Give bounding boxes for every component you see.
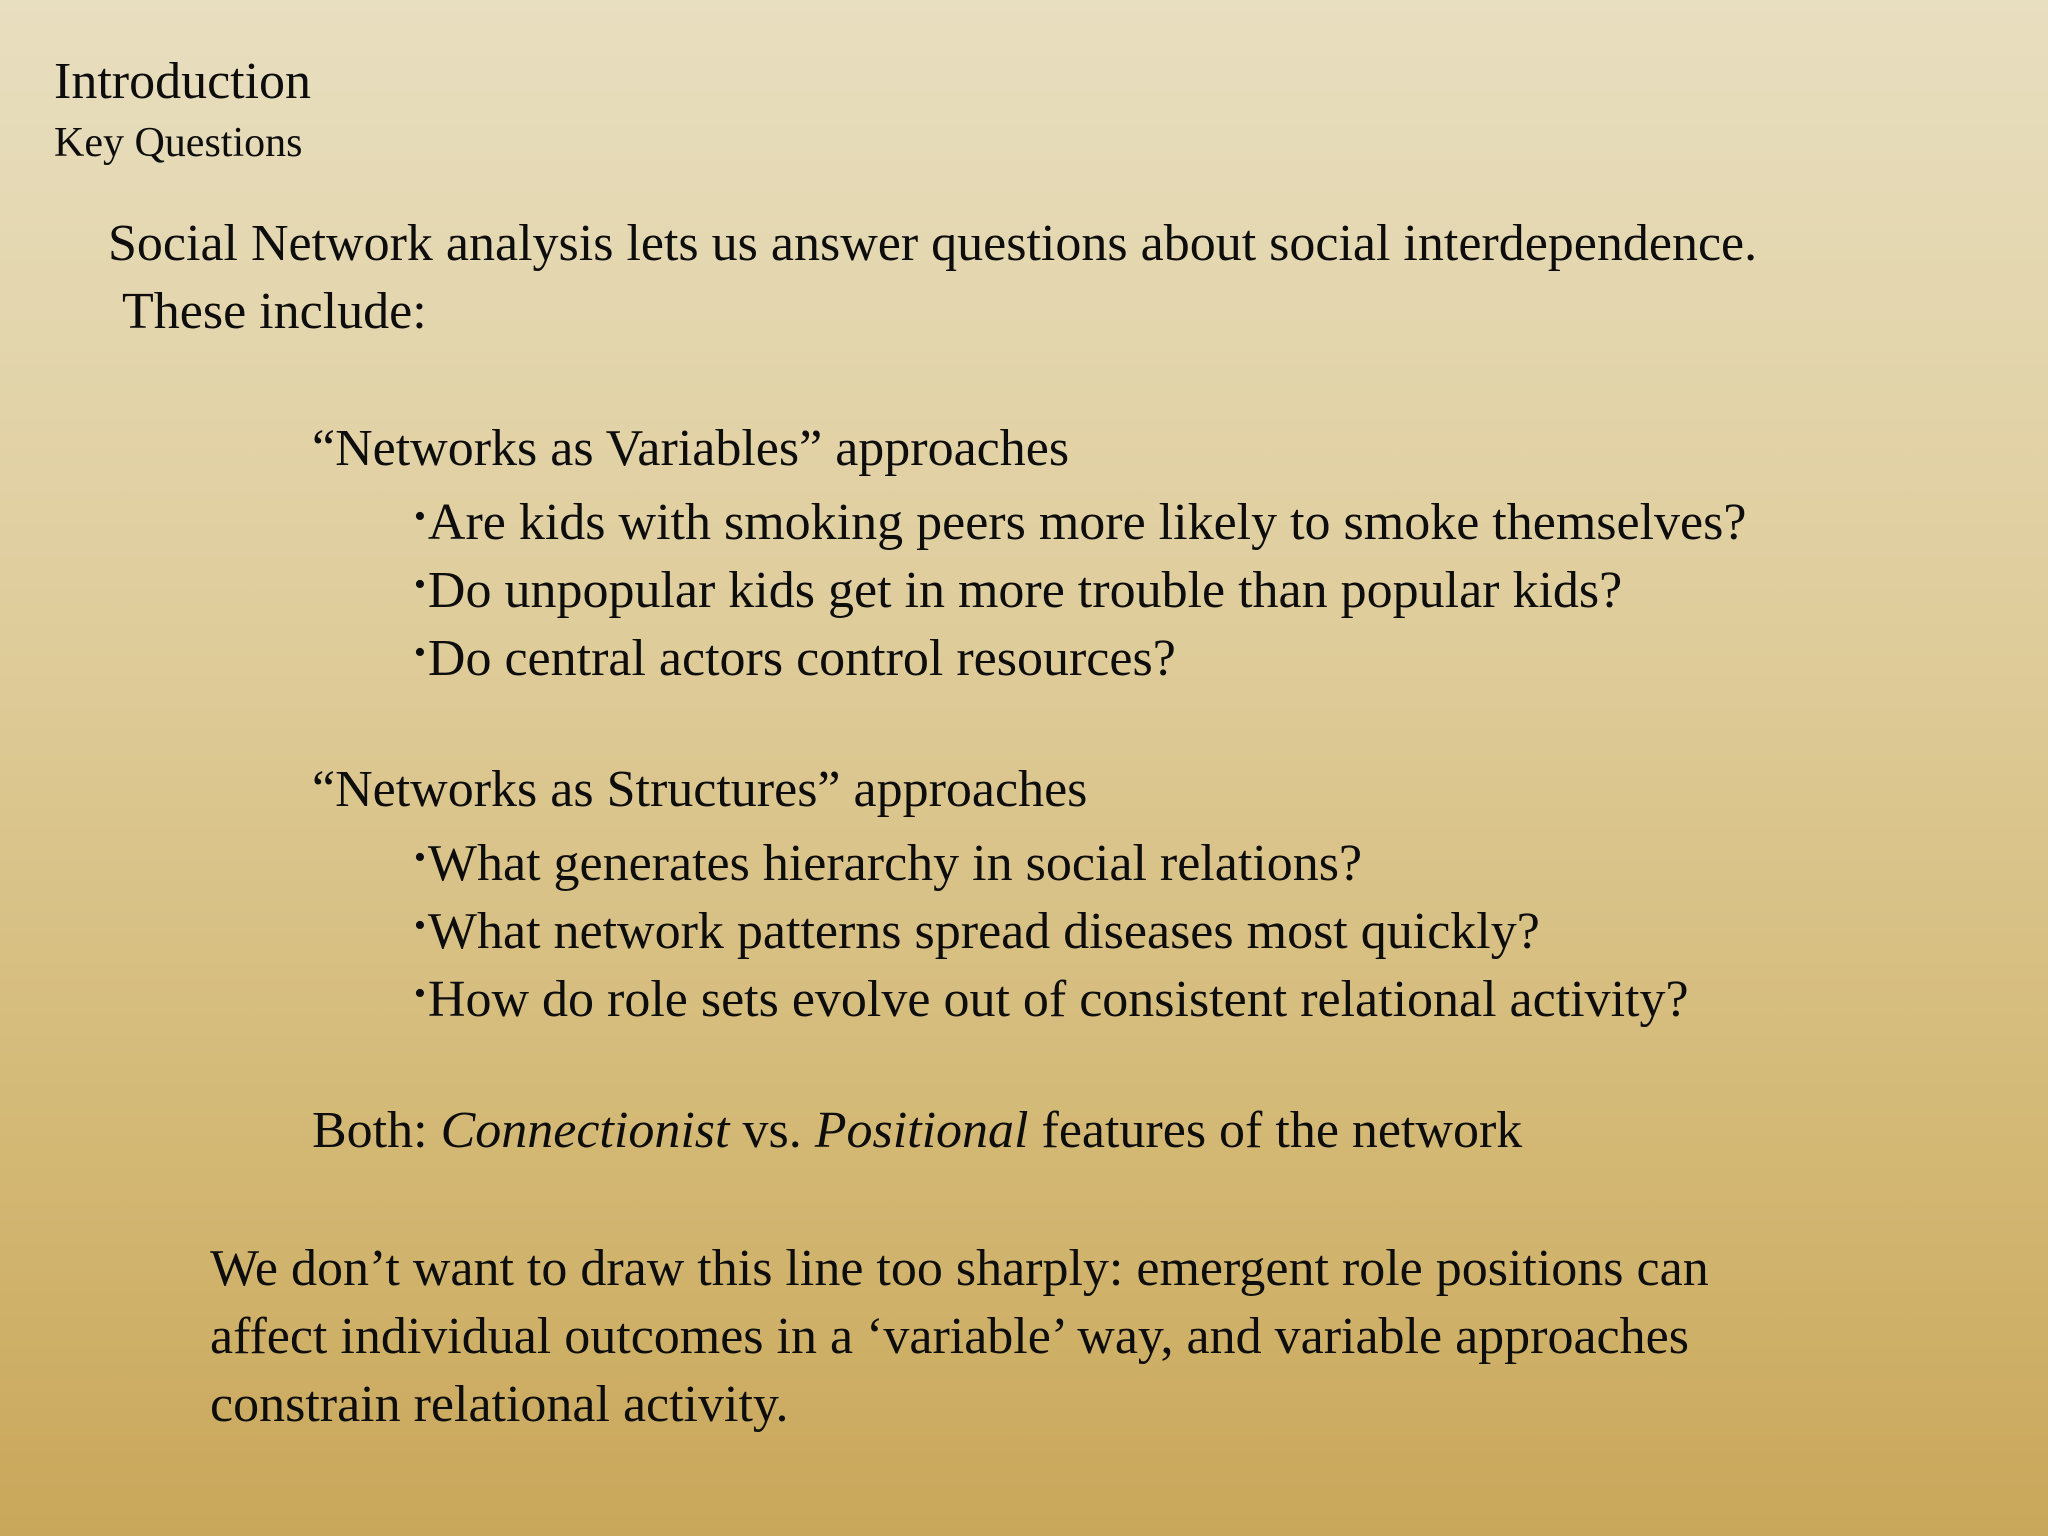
list-item-text: What generates hierarchy in social relations? (427, 835, 1363, 892)
list-item-text: Do unpopular kids get in more trouble than popular kids? (427, 562, 1623, 619)
structures-item-2 (414, 895, 1540, 963)
closing-line-3: constrain relational activity. (210, 1376, 789, 1433)
variables-heading: “Networks as Variables” approaches (312, 420, 1070, 477)
positional-term: Positional (814, 1102, 1029, 1159)
list-item-text: What network patterns spread diseases most quickly? (427, 903, 1540, 960)
slide-subtitle: Key Questions (54, 120, 303, 166)
structures-heading: “Networks as Structures” approaches (312, 761, 1088, 818)
bullet-icon: • (414, 907, 426, 944)
intro-line-1: Social Network analysis lets us answer questions about social interdependence. (108, 215, 1758, 272)
bullet-icon: • (414, 566, 426, 603)
closing-line-2: affect individual outcomes in a ‘variable’ way, and variable approaches (210, 1308, 1689, 1365)
list-item-text: How do role sets evolve out of consistent relational activity? (427, 971, 1689, 1028)
both-prefix: Both: (312, 1102, 441, 1159)
bullet-icon: • (414, 839, 426, 876)
list-item-text: Do central actors control resources? (427, 630, 1176, 687)
structures-item-3 (414, 963, 1689, 1031)
closing-line-1: We don’t want to draw this line too sharply: emergent role positions can (210, 1240, 1709, 1297)
both-line (312, 1100, 1522, 1162)
both-mid: vs. (729, 1102, 815, 1159)
variables-item-3 (414, 622, 1176, 690)
bullet-icon: • (414, 975, 426, 1012)
connectionist-term: Connectionist (440, 1102, 730, 1159)
slide-title: Introduction (54, 53, 312, 110)
bullet-icon: • (414, 634, 426, 671)
list-item-text: Are kids with smoking peers more likely to smoke themselves? (427, 494, 1747, 551)
structures-item-1 (414, 827, 1362, 895)
variables-item-1 (414, 486, 1746, 554)
intro-line-2: These include: (122, 283, 427, 340)
variables-item-2 (414, 554, 1622, 622)
bullet-icon: • (414, 498, 426, 535)
both-suffix: features of the network (1028, 1102, 1523, 1159)
